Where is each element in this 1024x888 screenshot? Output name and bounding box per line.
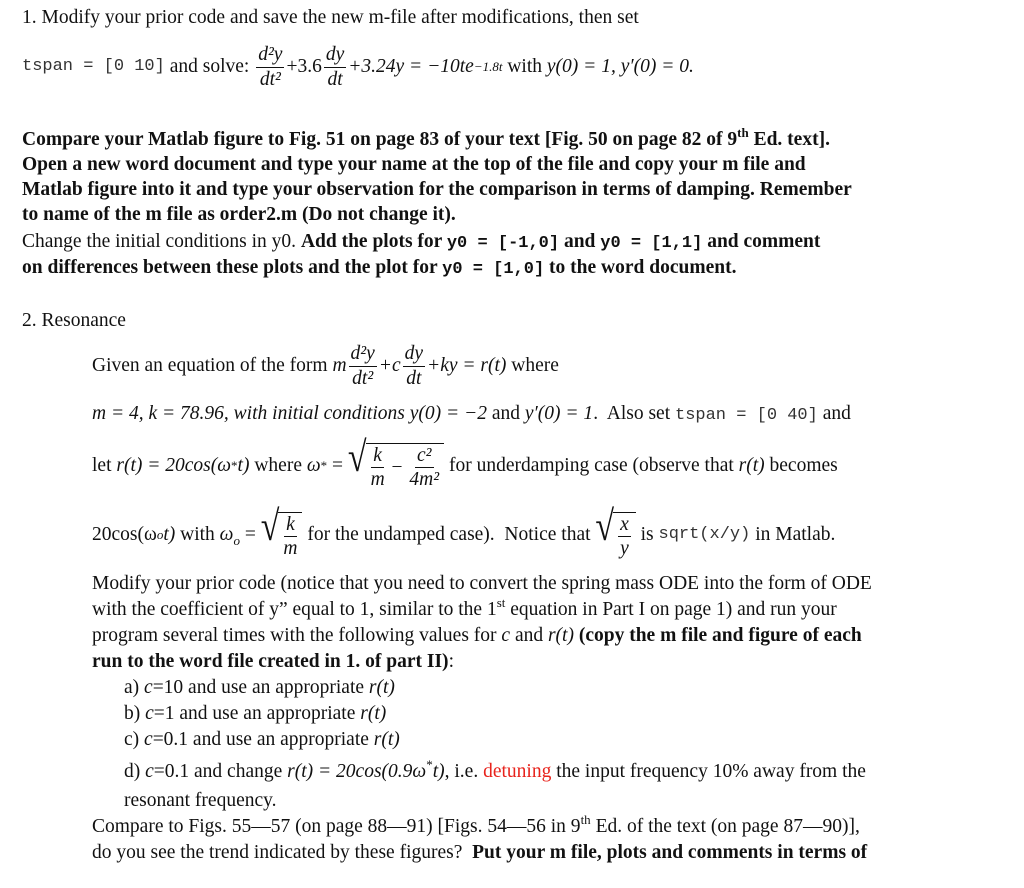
resonant-text: resonant frequency. [124,790,277,811]
part1-instruction-line [22,6,639,30]
item-c: c [145,761,154,782]
radicand [278,512,302,559]
bold-c-text: Matlab figure into it and type your observation for the comparison in terms of damping. Remember [22,179,852,200]
params-b: y(0) = −2 [409,403,487,424]
mod2a-text: with the coefficient of y” equal to 1, similar to the 1 [92,599,497,620]
frac-numerator: dy [403,344,425,367]
item-label: c) [124,729,145,750]
list-item-d-cont [124,789,277,813]
trend-bold: Put your m file, plots and comments in terms of [472,842,868,863]
part2-modify-line-3 [92,624,862,648]
list-item-d [124,757,866,784]
params-a: m = 4, k = 78.96, with initial conditions [92,403,410,424]
eq-initial-conditions: y(0) = 1, y′(0) = 0. [546,56,694,77]
bold-b-text: Open a new word document and type your name at the top of the file and copy your m file and [22,154,806,175]
let-end-r: r(t) [738,455,765,476]
eq-sign-2: = [239,524,261,545]
part1-bold-line-d [22,203,456,227]
part1-equation-line: tspan = [0 10] and solve: $\frac{\text{d²y}}{\text{dt²}}$ +3.6 $\frac{dy}{dt}$ +3.24y = −10te −1.8t with y(0) = 1, y′(0) = 0. [22,44,694,90]
eq-with: with [502,56,547,77]
list-item-c [124,728,400,752]
part2-let-line: let r(t) = 20cos(ω * t) where ω * = √ $\frac{k}{m}$ − $\frac{\text{c²}}{\text{4m²}}$ for underdamping case (observe that r(t) becomes [92,436,838,496]
mod2b-text: equation in Part I on page 1) and run your [505,599,837,620]
item-label: a) [124,677,145,698]
eq-rhs: +3.24y = −10te [348,56,474,77]
params-f: and [817,403,851,424]
diff-end: to the word document. [544,257,737,278]
frac-numerator: d²y [349,344,377,367]
in-matlab-text: in Matlab. [750,524,836,545]
is-text: is [635,524,659,545]
d2y-dt2-fraction [349,344,377,388]
part2-trend-line [92,841,867,865]
item-c: c [144,677,153,698]
mod3b-text: and [510,625,548,646]
let-where: where [249,455,307,476]
item-t: t) [432,761,445,782]
item-rest: =0.1 and use an appropriate [152,729,374,750]
change-b-text: Add the plots for [300,231,447,252]
bold-a-text: Compare your Matlab figure to Fig. 51 on page 83 of your text [Fig. 50 on page 82 of 9 [22,129,738,150]
mod4-bold: run to the word file created in 1. of part II) [92,651,449,672]
frac-denominator: dt [406,367,422,389]
part2-given-line [92,340,559,392]
eq-rest: +ky = r(t) [427,355,507,376]
y0-code-1: y0 = [-1,0] [446,234,560,253]
change-and: and [559,231,601,252]
let-t: t) [237,455,250,476]
params-c: and [486,403,525,424]
frac-denominator: y [620,538,629,559]
omega-o-sub: o [233,533,240,548]
list-item-a [124,676,395,700]
sqrt-code: sqrt(x/y) [658,525,751,544]
item-r: r(t) [373,729,400,750]
item-label: b) [124,703,146,724]
radical-sign: √ [347,434,367,481]
change-a-text: Change the initial conditions in y0. [22,231,301,252]
eq-sign: = [327,455,348,476]
c2-over-4m2-fraction [409,446,439,490]
part1-bold-line-c [22,178,852,202]
tspan-code: tspan = [0 10] [22,57,165,76]
trend-a-text: do you see the trend indicated by these figures? [92,842,473,863]
cos-b: t) [163,524,176,545]
frac-numerator: k [284,515,297,538]
part1-bold-line-b [22,153,806,177]
part1-bold-line-a [22,125,830,152]
tspan-code-2: tspan = [0 40] [675,406,818,425]
mod3-r: r(t) [547,625,574,646]
cmp-b-text: Ed. of the text (on page 87—90)], [590,816,860,837]
mod3-bold: (copy the m file and figure of each [573,625,862,646]
frac-denominator: dt² [352,367,374,389]
dy-dt-fraction [403,344,425,388]
radicand [366,443,445,490]
item-rest: =1 and use an appropriate [153,703,361,724]
bold-d-text: to name of the m file as order2.m (Do not change it). [22,204,456,225]
item-d-end: the input frequency 10% away from the [551,761,866,782]
part1-line1-text: 1. Modify your prior code and save the new m-file after modifications, then set [22,7,639,28]
let-end-a: for underdamping case (observe that [444,455,739,476]
frac-numerator: k [371,446,384,469]
part2-modify-line-4 [92,650,454,674]
frac-numerator: c² [415,446,434,469]
eq-coef-36: +3.6 [286,56,322,77]
sqrt-underdamped [347,434,444,490]
frac-denominator: 4m² [409,469,440,490]
part2-compare-line [92,812,860,839]
params-e: . Also set [593,403,675,424]
m-var: m [332,355,347,376]
list-item-b [124,702,386,726]
radical-sign: √ [260,503,280,550]
x-over-y-fraction [618,515,631,559]
item-rest: =10 and use an appropriate [152,677,369,698]
item-label: d) [124,761,146,782]
item-c: c [145,703,154,724]
frac-numerator: x [618,515,631,538]
with-text: with [175,524,220,545]
frac-numerator: d²y [256,45,284,68]
item-ie: , i.e. [444,761,484,782]
cos-sub: o [156,527,164,542]
part2-title [22,309,126,333]
y0-code-2: y0 = [1,1] [600,234,703,253]
sqrt-undamped [260,503,303,559]
sqrt-x-over-y [595,503,635,559]
item-rest: =0.1 and change [153,761,288,782]
item-c: c [144,729,153,750]
plus-c: +c [378,355,401,376]
frac-denominator: m [283,538,298,559]
change-end: and comment [702,231,821,252]
mod3a-text: program several times with the following values for [92,625,502,646]
d2y-dt2-fraction [256,45,284,89]
detuning-highlight: detuning [483,761,552,782]
mod2-sup: st [496,595,506,610]
dy-dt-fraction [324,45,346,89]
k-over-m-fraction [283,515,297,559]
frac-denominator: dt [327,68,343,90]
item-r: r(t) [360,703,387,724]
section-title: 2. Resonance [22,310,126,331]
cmp-sup: th [580,812,591,827]
given-text: Given an equation of the form [92,355,333,376]
mod3-c: c [501,625,511,646]
frac-denominator: dt² [259,68,281,90]
part1-change-line [22,230,820,256]
omega-star: ω [306,455,321,476]
frac-numerator: dy [324,45,346,68]
part2-modify-line-2 [92,595,837,622]
and-solve-text: and solve: [164,56,255,77]
item-r: r(t) [368,677,395,698]
frac-denominator: m [370,469,385,490]
part2-modify-line-1 [92,572,872,596]
omega-o: ω [219,524,234,545]
radical-sign: √ [595,503,615,550]
let-r: r(t) = 20cos(ω [116,455,232,476]
part1-diff-line [22,256,736,282]
radicand [613,512,636,559]
item-r: r(t) = 20cos(0.9ω [287,761,427,782]
part2-cos-line [92,503,836,562]
mod4-end: : [448,651,454,672]
bold-a-sup: th [737,125,749,140]
k-over-m-fraction [371,446,385,490]
diff-a-text: on differences between these plots and the plot for [22,257,443,278]
y0-code-3: y0 = [1,0] [442,260,545,279]
let-a: let [92,455,117,476]
part2-params-line [92,402,851,428]
bold-a-end: Ed. text]. [748,129,830,150]
undamped-text: for the undamped case). Notice that [302,524,596,545]
cos-a: 20cos(ω [92,524,157,545]
cmp-a-text: Compare to Figs. 55—57 (on page 88—91) [Figs. 54—56 in 9 [92,816,581,837]
mod1-text: Modify your prior code (notice that you need to convert the spring mass ODE into the form of ODE [92,573,872,594]
minus-sign: − [386,456,408,478]
where-text: where [506,355,559,376]
let-end-b: becomes [764,455,838,476]
params-d: y′(0) = 1 [524,403,594,424]
item-star: * [426,757,433,772]
